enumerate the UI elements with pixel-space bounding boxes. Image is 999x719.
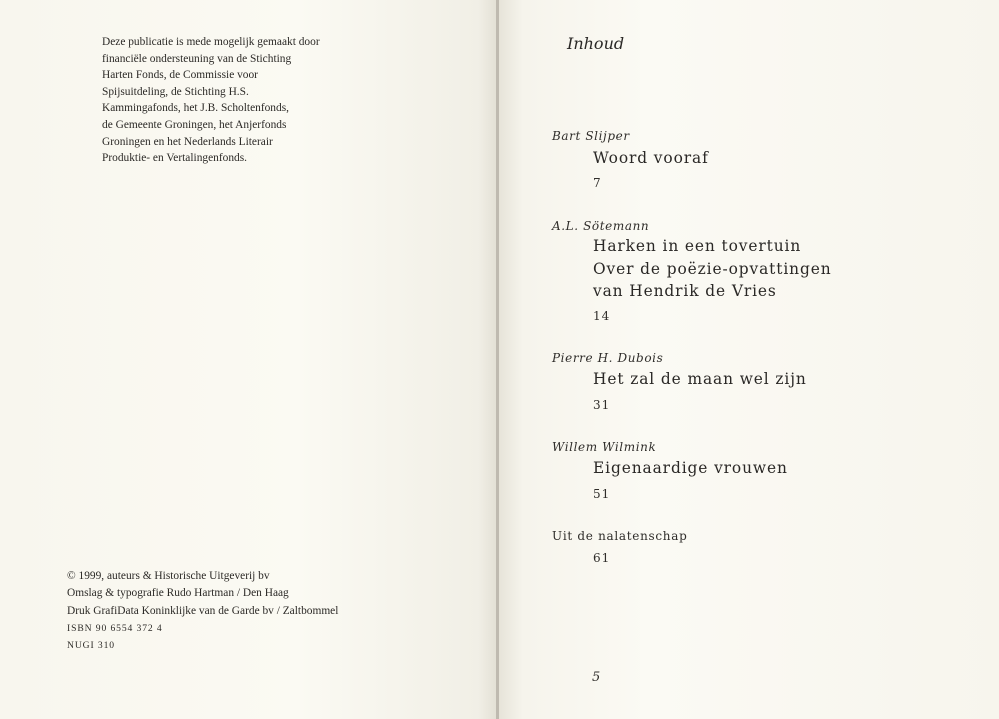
folio-page-number: 5 (592, 670, 601, 685)
toc-author: A.L. Sötemann (552, 219, 650, 233)
credits-line: Kammingafonds, het J.B. Scholtenfonds, (102, 102, 289, 115)
copyright-line: © 1999, auteurs & Historische Uitgeverij bv (67, 570, 270, 582)
funding-credits (102, 34, 362, 167)
isbn-line: ISBN 90 6554 372 4 (67, 622, 163, 634)
toc-author: Willem Wilmink (552, 440, 657, 454)
toc-page-number: 51 (593, 487, 611, 501)
toc-title: Harken in een tovertuin (593, 237, 802, 255)
credits-line: financiële ondersteuning van de Stichting (102, 52, 292, 65)
credits-line: de Gemeente Groningen, het Anjerfonds (102, 118, 287, 131)
printer-line: Druk GrafiData Koninklijke van de Garde bv / Zaltbommel (67, 604, 339, 617)
book-gutter (496, 0, 499, 719)
nugi-line: NUGI 310 (67, 640, 115, 652)
design-credit-line: Omslag & typografie Rudo Hartman / Den Haag (67, 587, 289, 600)
credits-line: Produktie- en Vertalingenfonds. (102, 152, 247, 165)
toc-page-number: 7 (593, 176, 602, 190)
toc-title: Woord vooraf (593, 149, 709, 167)
toc-section-label: Uit de nalatenschap (552, 529, 688, 543)
toc-title: Het zal de maan wel zijn (593, 370, 807, 388)
toc-page-number: 14 (593, 309, 611, 323)
toc-page-number: 61 (593, 551, 611, 565)
colophon (67, 568, 387, 654)
credits-line: Deze publicatie is mede mogelijk gemaakt door (102, 36, 320, 48)
toc-title: Over de poëzie-opvattingen (593, 260, 832, 278)
toc-title: Eigenaardige vrouwen (593, 459, 788, 477)
toc-heading: Inhoud (567, 34, 625, 53)
toc-author: Bart Slijper (552, 129, 630, 143)
credits-line: Spijsuitdeling, de Stichting H.S. (102, 85, 249, 98)
toc-author: Pierre H. Dubois (552, 351, 664, 365)
credits-line: Groningen en het Nederlands Literair (102, 135, 273, 148)
toc-title: van Hendrik de Vries (593, 282, 777, 300)
toc-page-number: 31 (593, 398, 611, 412)
credits-line: Harten Fonds, de Commissie voor (102, 69, 258, 82)
left-page (0, 0, 498, 719)
